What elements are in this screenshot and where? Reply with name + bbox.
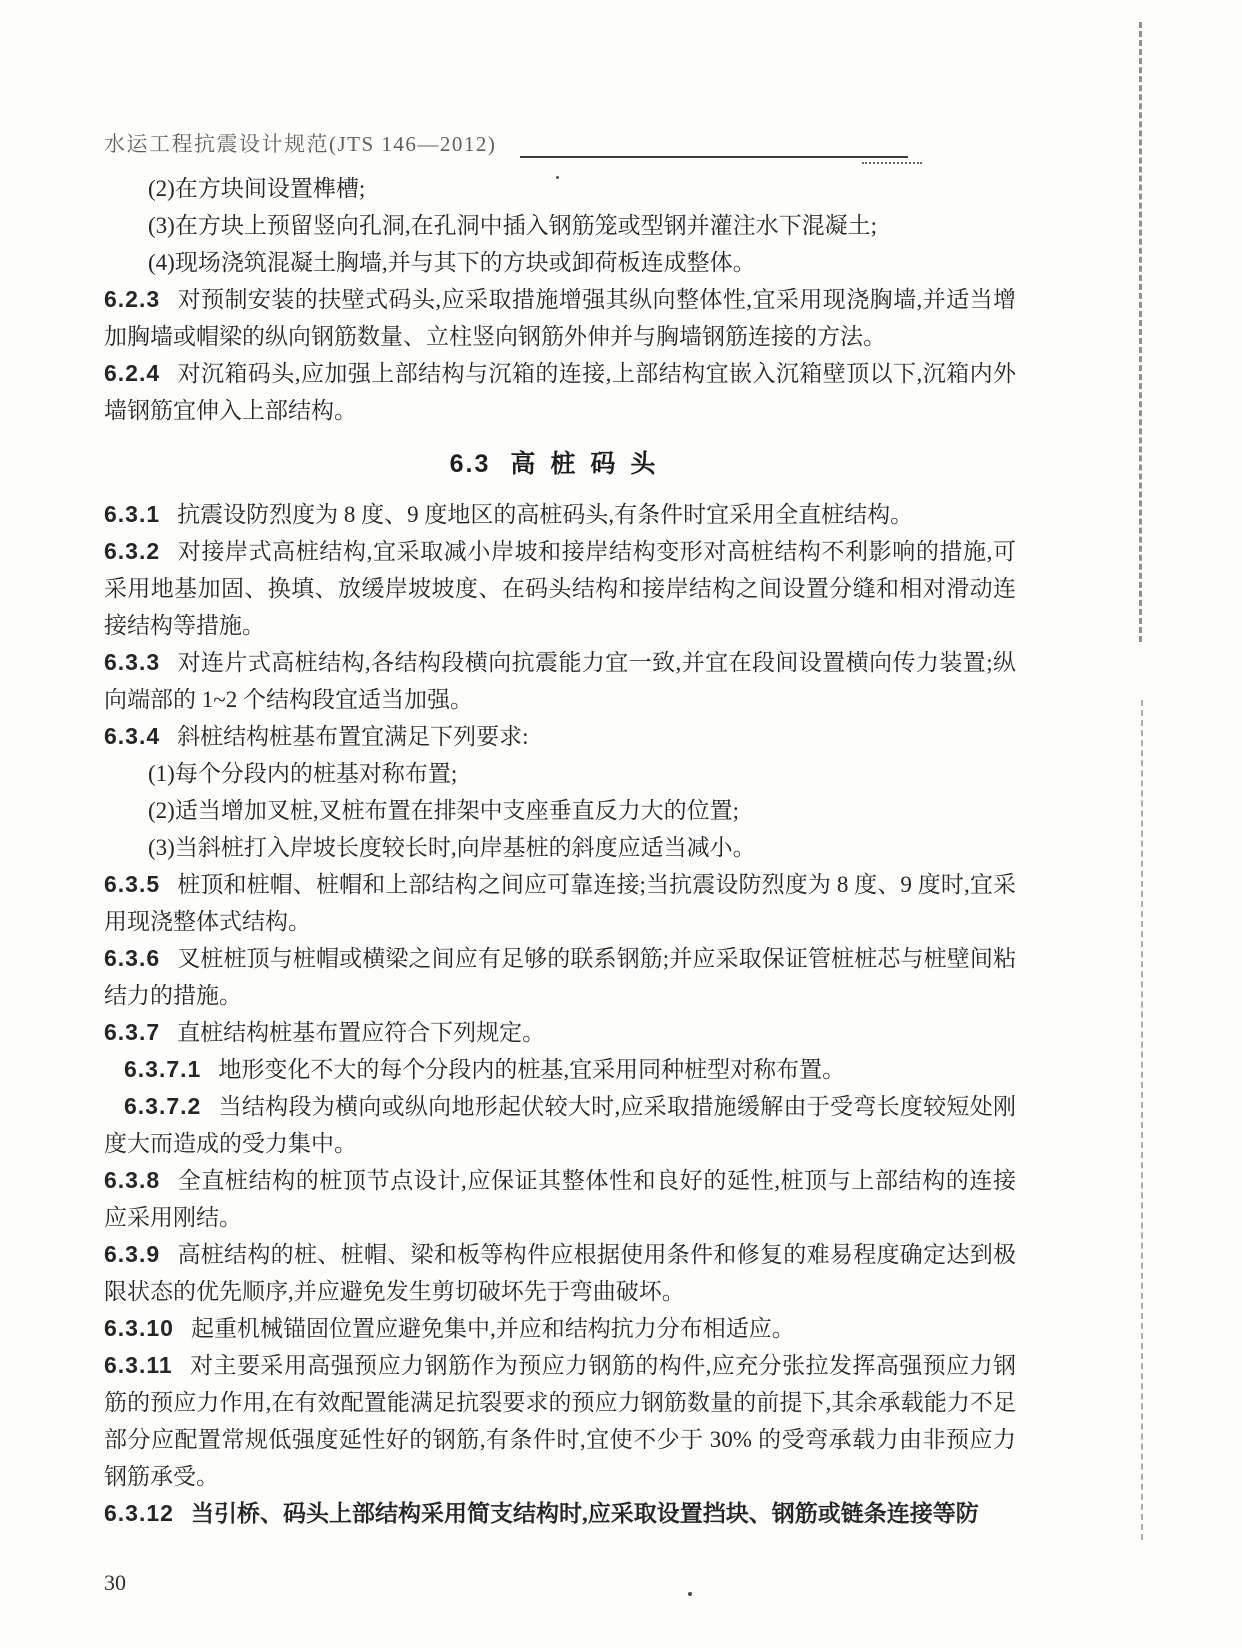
clause-number: 6.3.4 (104, 723, 161, 749)
clause-6.3.6: 6.3.6 叉桩桩顶与桩帽或横梁之间应有足够的联系钢筋;并应采取保证管桩桩芯与桩壁间粘结力的措施。 (104, 945, 1016, 1008)
list-item: (4)现场浇筑混凝土胸墙,并与其下的方块或卸荷板连成整体。 (148, 250, 756, 275)
clause-number: 6.3.9 (104, 1241, 161, 1267)
clause-6.3.10: 6.3.10 起重机械锚固位置应避免集中,并应和结构抗力分布相适应。 (104, 1315, 795, 1341)
clause-number: 6.3.2 (104, 538, 161, 564)
header-rule-line (520, 156, 908, 158)
scan-artifact-vertical-line (1141, 700, 1143, 1540)
clause-6.3.4: 6.3.4 斜桩结构桩基布置宜满足下列要求: (104, 723, 529, 749)
header-rule-dots (862, 162, 922, 164)
clause-number: 6.3.6 (104, 945, 161, 971)
clause-number: 6.3.1 (104, 501, 161, 527)
clause-number: 6.3.3 (104, 649, 161, 675)
clause-number: 6.3.5 (104, 871, 161, 897)
clause-number: 6.3.12 (104, 1500, 174, 1526)
clause-6.3.3: 6.3.3 对连片式高桩结构,各结构段横向抗震能力宜一致,并宜在段间设置横向传力装置;纵向端部的 1~2 个结构段宜适当加强。 (104, 649, 1016, 712)
clause-number: 6.3.7.2 (124, 1093, 202, 1119)
page-number: 30 (104, 1570, 126, 1595)
clause-number: 6.2.4 (104, 360, 161, 386)
clause-6.3.9: 6.3.9 高桩结构的桩、桩帽、梁和板等构件应根据使用条件和修复的难易程度确定达到极限状态的优先顺序,并应避免发生剪切破坏先于弯曲破坏。 (104, 1241, 1016, 1304)
clause-6.2.4: 6.2.4 对沉箱码头,应加强上部结构与沉箱的连接,上部结构宜嵌入沉箱壁顶以下,沉箱内外墙钢筋宜伸入上部结构。 (104, 360, 1016, 423)
clause-number: 6.3.8 (104, 1167, 161, 1193)
scan-artifact-vertical-line (1139, 22, 1142, 642)
list-item: (2)在方块间设置榫槽; (148, 176, 366, 201)
clause-6.3.2: 6.3.2 对接岸式高桩结构,宜采取减小岸坡和接岸结构变形对高桩结构不利影响的措施,可采用地基加固、换填、放缓岸坡坡度、在码头结构和接岸结构之间设置分缝和相对滑动连接结构等措施。 (104, 538, 1016, 638)
clause-6.3.11: 6.3.11 对主要采用高强预应力钢筋作为预应力钢筋的构件,应充分张拉发挥高强预应力钢筋的预应力作用,在有效配置能满足抗裂要求的预应力钢筋数量的前提下,其余承载能力不足部分应配置常规低强度延性好的钢筋,有条件时,宜使不少于 30% 的受弯承载力由非预应力钢筋承受。 (104, 1352, 1016, 1489)
section-title: 高桩码头 (510, 450, 671, 478)
clause-number: 6.3.7.1 (124, 1056, 202, 1082)
clause-number: 6.2.3 (104, 286, 161, 312)
clause-6.3.5: 6.3.5 桩顶和桩帽、桩帽和上部结构之间应可靠连接;当抗震设防烈度为 8 度、9 度时,宜采用现浇整体式结构。 (104, 871, 1016, 934)
clause-6.3.1: 6.3.1 抗震设防烈度为 8 度、9 度地区的高桩码头,有条件时宜采用全直桩结构。 (104, 501, 914, 527)
clause-6.3.7: 6.3.7 直桩结构桩基布置应符合下列规定。 (104, 1019, 546, 1045)
clause-6.3.7.2: 6.3.7.2 当结构段为横向或纵向地形起伏较大时,应采取措施缓解由于受弯长度较短处刚度大而造成的受力集中。 (104, 1093, 1016, 1156)
clause-number: 6.3.11 (104, 1352, 173, 1378)
list-item: (1)每个分段内的桩基对称布置; (148, 761, 458, 786)
list-item: (3)在方块上预留竖向孔洞,在孔洞中插入钢筋笼或型钢并灌注水下混凝土; (148, 213, 877, 238)
clause-6.3.8: 6.3.8 全直桩结构的桩顶节点设计,应保证其整体性和良好的延性,桩顶与上部结构的连接应采用刚结。 (104, 1167, 1016, 1230)
document-body (104, 170, 1016, 1532)
scan-speck (688, 1592, 692, 1596)
section-heading (104, 446, 1016, 483)
clause-number: 6.3.7 (104, 1019, 161, 1045)
clause-6.3.12: 6.3.12 当引桥、码头上部结构采用简支结构时,应采取设置挡块、钢筋或链条连接等防 (104, 1500, 979, 1526)
clause-number: 6.3.10 (104, 1315, 174, 1341)
list-item: (3)当斜桩打入岸坡长度较长时,向岸基桩的斜度应适当减小。 (148, 835, 756, 860)
list-item: (2)适当增加叉桩,叉桩布置在排架中支座垂直反力大的位置; (148, 798, 739, 823)
clause-6.2.3: 6.2.3 对预制安装的扶壁式码头,应采取措施增强其纵向整体性,宜采用现浇胸墙,并适当增加胸墙或帽梁的纵向钢筋数量、立柱竖向钢筋外伸并与胸墙钢筋连接的方法。 (104, 286, 1016, 349)
running-header: 水运工程抗震设计规范(JTS 146—2012) (104, 132, 497, 156)
section-number: 6.3 (449, 450, 491, 478)
clause-6.3.7.1: 6.3.7.1 地形变化不大的每个分段内的桩基,宜采用同种桩型对称布置。 (124, 1056, 846, 1082)
